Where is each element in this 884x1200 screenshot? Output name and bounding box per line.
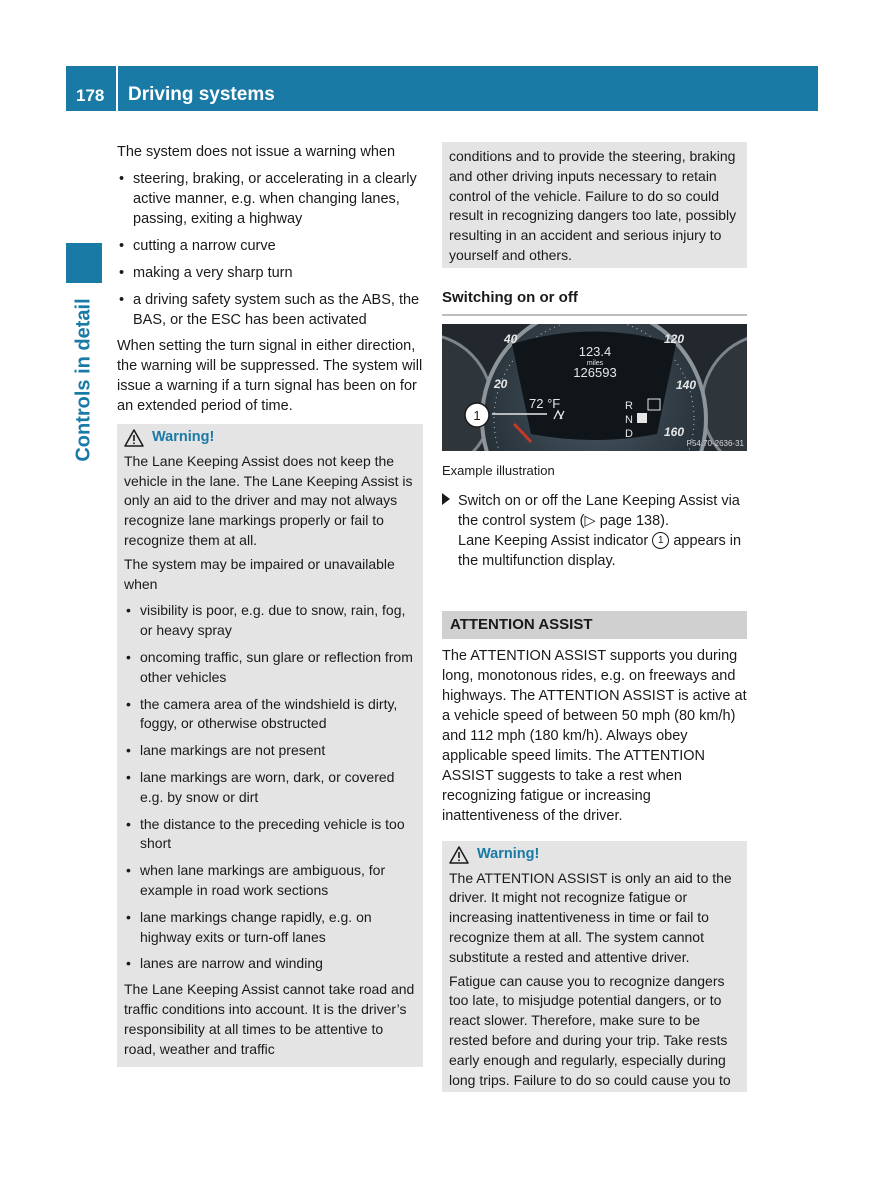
odometer-total: 126593: [573, 364, 617, 380]
speed-label: 140: [676, 377, 697, 392]
list-item-text: lane markings are not present: [140, 742, 326, 759]
list-item: • lane markings change rapidly, e.g. on highway exits or turn-off lanes: [126, 908, 372, 945]
speed-label: 160: [664, 424, 685, 439]
list-item-text: cutting a narrow curve: [133, 238, 276, 254]
list-item: • visibility is poor, e.g. due to snow, rain, fog, or heavy spray: [126, 602, 406, 639]
section-tab-marker: [66, 243, 102, 283]
list-item: • lanes are narrow and winding: [126, 955, 323, 972]
list-item-text: visibility is poor, e.g. due to snow, rain, fog, or heavy spray: [140, 602, 406, 639]
list-item: • lane markings are not present: [126, 742, 326, 759]
warning-continuation-box: [442, 142, 747, 268]
list-item-text: oncoming traffic, sun glare or reflection from other vehicles: [140, 648, 413, 685]
list-item: • cutting a narrow curve: [119, 238, 276, 254]
warning-title: Warning!: [477, 845, 540, 862]
step-text: Switch on or off the Lane Keeping Assist via the control system (▷ page 138).: [458, 492, 740, 529]
warning-heading: [449, 845, 740, 865]
warning-paragraph: The Lane Keeping Assist does not keep the vehicle in the lane. The Lane Keeping Assist is only an aid to the driver and may not always recognize lane markings properly or fail to recognize them at all.: [124, 452, 413, 548]
list-item-text: when lane markings are ambiguous, for example in road work sections: [140, 862, 386, 898]
step-result-text: Lane Keeping Assist indicator: [458, 532, 649, 549]
list-item-text: the distance to the preceding vehicle is too short: [140, 815, 405, 852]
impairment-list: [124, 601, 416, 974]
gear-indicator: D: [625, 427, 633, 440]
warning-triangle-icon: [124, 429, 144, 447]
no-warning-list: [117, 169, 423, 330]
attention-assist-paragraph: The ATTENTION ASSIST supports you during long, monotonous rides, e.g. on freeways and highways. The ATTENTION ASSIST is active at a vehicle speed of between 50 mph (80 km/h) and 112 mph (180 km/h). Always obey applicable speed limits. The ATTENTION ASSIST suggests to take a rest when recognizing fatigue or increasing inattentiveness of the driver.: [442, 647, 747, 824]
odometer-trip: 123.4: [578, 343, 612, 359]
speed-label: 40: [504, 331, 518, 346]
list-item: • oncoming traffic, sun glare or reflection from other vehicles: [126, 648, 413, 685]
image-caption: Example illustration: [442, 462, 555, 478]
warning-paragraph: The system may be impaired or unavailable when: [124, 555, 395, 592]
list-item: • the camera area of the windshield is dirty, foggy, or otherwise obstructed: [126, 695, 398, 732]
callout-circle-icon: 1: [652, 532, 669, 549]
list-item: • when lane markings are ambiguous, for example in road work sections: [126, 862, 386, 898]
cluster-photo: [442, 324, 747, 451]
callout-number: 1: [473, 407, 481, 423]
warning-paragraph: The ATTENTION ASSIST is only an aid to the driver. It might not recognize fatigue or increasing inattentiveness in time or fail to recognize them at all. The system cannot substitute a rested and attentive driver.: [449, 869, 732, 965]
warning-paragraph: The Lane Keeping Assist cannot take road and traffic conditions into account. It is the driver’s responsibility at all times to be attentive to road, weather and traffic: [124, 981, 415, 1057]
instruction-step: [442, 491, 747, 571]
warning-heading: [124, 428, 416, 448]
instrument-cluster-illustration: [442, 324, 747, 451]
gear-indicator: N: [625, 413, 633, 426]
list-item: • steering, braking, or accelerating in a clearly active manner, e.g. when changing lanes, passing, exiting a highway: [119, 171, 417, 227]
lane-keeping-warning-box: [117, 424, 423, 1067]
left-column: [117, 142, 423, 1067]
speed-label: 120: [664, 331, 685, 346]
list-item: • lane markings are worn, dark, or covered e.g. by snow or dirt: [126, 768, 395, 805]
list-item-text: the camera area of the windshield is dirty, foggy, or otherwise obstructed: [140, 695, 398, 732]
intro-text: The system does not issue a warning when: [117, 144, 396, 160]
warning-continuation-text: conditions and to provide the steering, braking and other driving inputs necessary to retain control of the vehicle. Failure to do so could result in recognizing dangers too late, possibly resulting in an accident and serious injury to yourself and others.: [449, 148, 737, 263]
image-reference-code: P54.70-2636-31: [686, 438, 744, 448]
outside-temperature: 72 °F: [529, 395, 561, 411]
section-side-label: Controls in detail: [72, 298, 95, 462]
list-item-text: a driving safety system such as the ABS, the BAS, or the ESC has been activated: [133, 292, 420, 328]
step-result-text: appears in the multifunction display.: [458, 532, 742, 569]
section-heading: Switching on or off: [442, 288, 747, 316]
warning-triangle-icon: [449, 846, 469, 864]
page-header: [66, 66, 818, 111]
turn-signal-paragraph: When setting the turn signal in either direction, the warning will be suppressed. The system will issue a warning if a turn signal has been on for an extended period of time.: [117, 338, 423, 414]
gear-indicator: R: [625, 399, 633, 412]
right-column: [442, 142, 747, 1092]
step-result: [458, 531, 747, 571]
page-title: Driving systems: [128, 84, 275, 105]
list-item-text: steering, braking, or accelerating in a clearly active manner, e.g. when changing lanes, passing, exiting a highway: [133, 171, 417, 227]
list-item-text: lanes are narrow and winding: [140, 955, 323, 972]
warning-paragraph: Fatigue can cause you to recognize dangers too late, to misjudge potential dangers, or to react slower. Therefore, make sure to be rested before and during your trip. Take rests early enough and regularly, especially during long trips. Failure to do so could cause you to: [449, 972, 731, 1088]
list-item-text: lane markings change rapidly, e.g. on highway exits or turn-off lanes: [140, 908, 372, 945]
list-item-text: lane markings are worn, dark, or covered e.g. by snow or dirt: [140, 768, 395, 805]
page-number: 178: [76, 86, 105, 105]
attention-assist-warning-box: [442, 841, 747, 1093]
list-item-text: making a very sharp turn: [133, 265, 293, 281]
list-item: • making a very sharp turn: [119, 265, 293, 281]
section-heading-attention-assist: ATTENTION ASSIST: [442, 611, 747, 639]
header-divider: [116, 66, 118, 111]
odometer-unit: miles: [586, 359, 604, 367]
warning-title: Warning!: [152, 429, 215, 445]
step-arrow-icon: [442, 493, 450, 505]
speed-label: 20: [494, 376, 508, 391]
list-item: • a driving safety system such as the ABS, the BAS, or the ESC has been activated: [119, 292, 420, 328]
list-item: • the distance to the preceding vehicle is too short: [126, 815, 405, 852]
